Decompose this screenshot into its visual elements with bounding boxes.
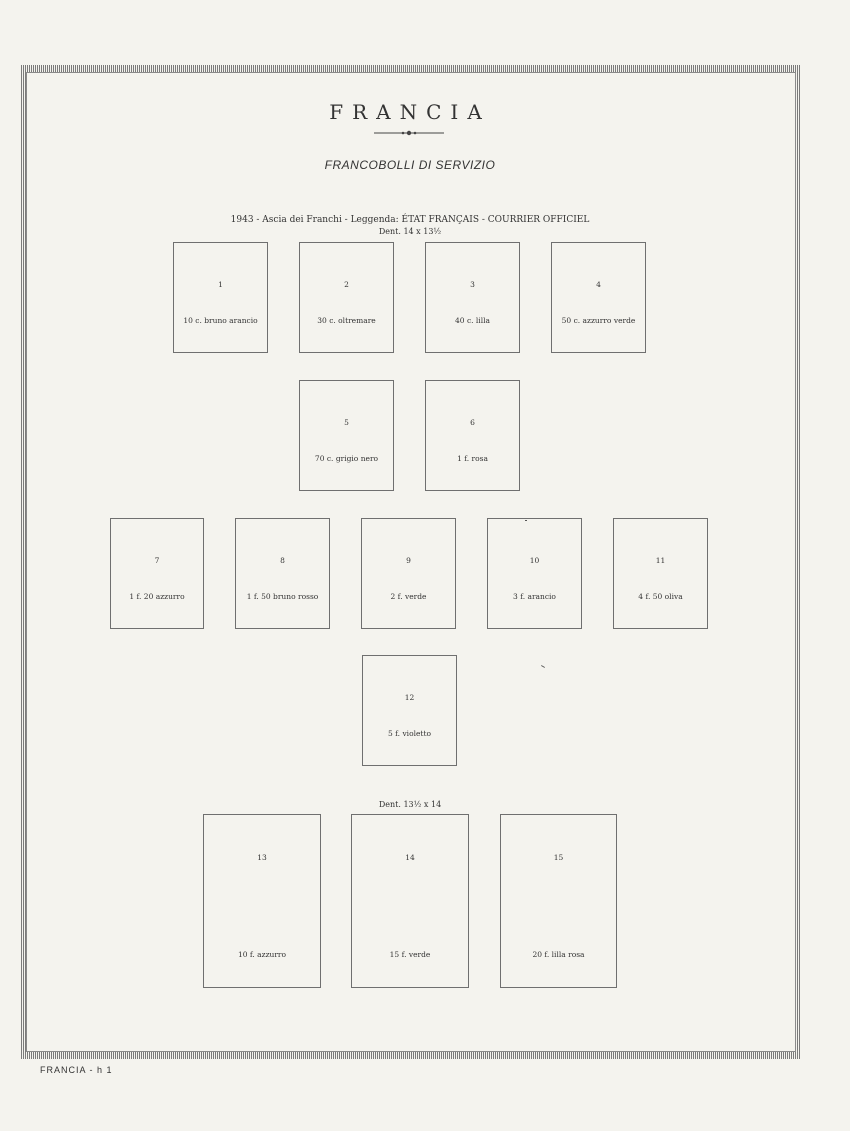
- stamp-label: 70 c. grigio nero: [314, 454, 379, 463]
- stamp-label: 10 f. azzurro: [237, 950, 287, 959]
- stamp-number: 3: [470, 280, 475, 289]
- stamp-label: 4 f. 50 oliva: [638, 592, 683, 601]
- stamp-number: 2: [344, 280, 349, 289]
- page-footer: FRANCIA - h 1: [40, 1065, 113, 1075]
- stamp-space-14: [351, 814, 469, 988]
- stamp-number: 15: [553, 853, 564, 862]
- stamp-label: 30 c. oltremare: [317, 316, 376, 325]
- stamp-number: 5: [344, 418, 349, 427]
- stamp-space-7: [110, 518, 204, 629]
- page-subtitle: FRANCOBOLLI DI SERVIZIO: [324, 158, 496, 172]
- perforation-label-2: Dent. 13½ x 14: [378, 800, 442, 809]
- stamp-number: 4: [596, 280, 601, 289]
- stamp-label: 40 c. lilla: [455, 316, 490, 325]
- stamp-label: 20 f. lilla rosa: [532, 950, 585, 959]
- stamp-number: 10: [529, 556, 540, 565]
- stamp-number: 14: [405, 853, 415, 862]
- stamp-label: 50 c. azzurro verde: [561, 316, 636, 325]
- stamp-space-6: [425, 380, 520, 491]
- stamp-space-13: [203, 814, 321, 988]
- stamp-label: 3 f. arancio: [513, 592, 556, 601]
- stamp-label: 1 f. 20 azzurro: [129, 592, 185, 601]
- stamp-label: 5 f. violetto: [388, 729, 431, 738]
- stamp-space-9: [361, 518, 456, 629]
- issue-description: 1943 - Ascia dei Franchi - Leggenda: ÉTAT FRANÇAIS - COURRIER OFFICIEL: [230, 215, 590, 225]
- stamp-label: 1 f. rosa: [457, 454, 488, 463]
- stamp-number: 13: [257, 853, 267, 862]
- stamp-number: 1: [218, 280, 223, 289]
- stamp-space-12: [362, 655, 457, 766]
- stamp-space-4: [551, 242, 646, 353]
- ornament-divider-icon: [374, 130, 444, 136]
- stamp-space-8: [235, 518, 330, 629]
- stamp-label: 15 f. verde: [389, 950, 431, 959]
- stamp-space-1: [173, 242, 268, 353]
- stamp-space-5: [299, 380, 394, 491]
- stamp-space-11: [613, 518, 708, 629]
- perforation-label-1: Dent. 14 x 13½: [378, 227, 442, 236]
- stamp-label: 10 c. bruno arancio: [183, 316, 258, 325]
- stamp-space-3: [425, 242, 520, 353]
- stamp-space-15: [500, 814, 617, 988]
- paper-speck: [525, 520, 527, 521]
- stamp-number: 9: [406, 556, 411, 565]
- stamp-number: 11: [655, 556, 666, 565]
- stamp-label: 1 f. 50 bruno rosso: [246, 592, 319, 601]
- stamp-number: 12: [404, 693, 415, 702]
- stamp-space-10: [487, 518, 582, 629]
- page-title: FRANCIA: [329, 100, 491, 124]
- stamp-number: 6: [470, 418, 475, 427]
- stamp-number: 8: [280, 556, 285, 565]
- stamp-label: 2 f. verde: [390, 592, 427, 601]
- stamp-number: 7: [154, 556, 160, 565]
- stamp-space-2: [299, 242, 394, 353]
